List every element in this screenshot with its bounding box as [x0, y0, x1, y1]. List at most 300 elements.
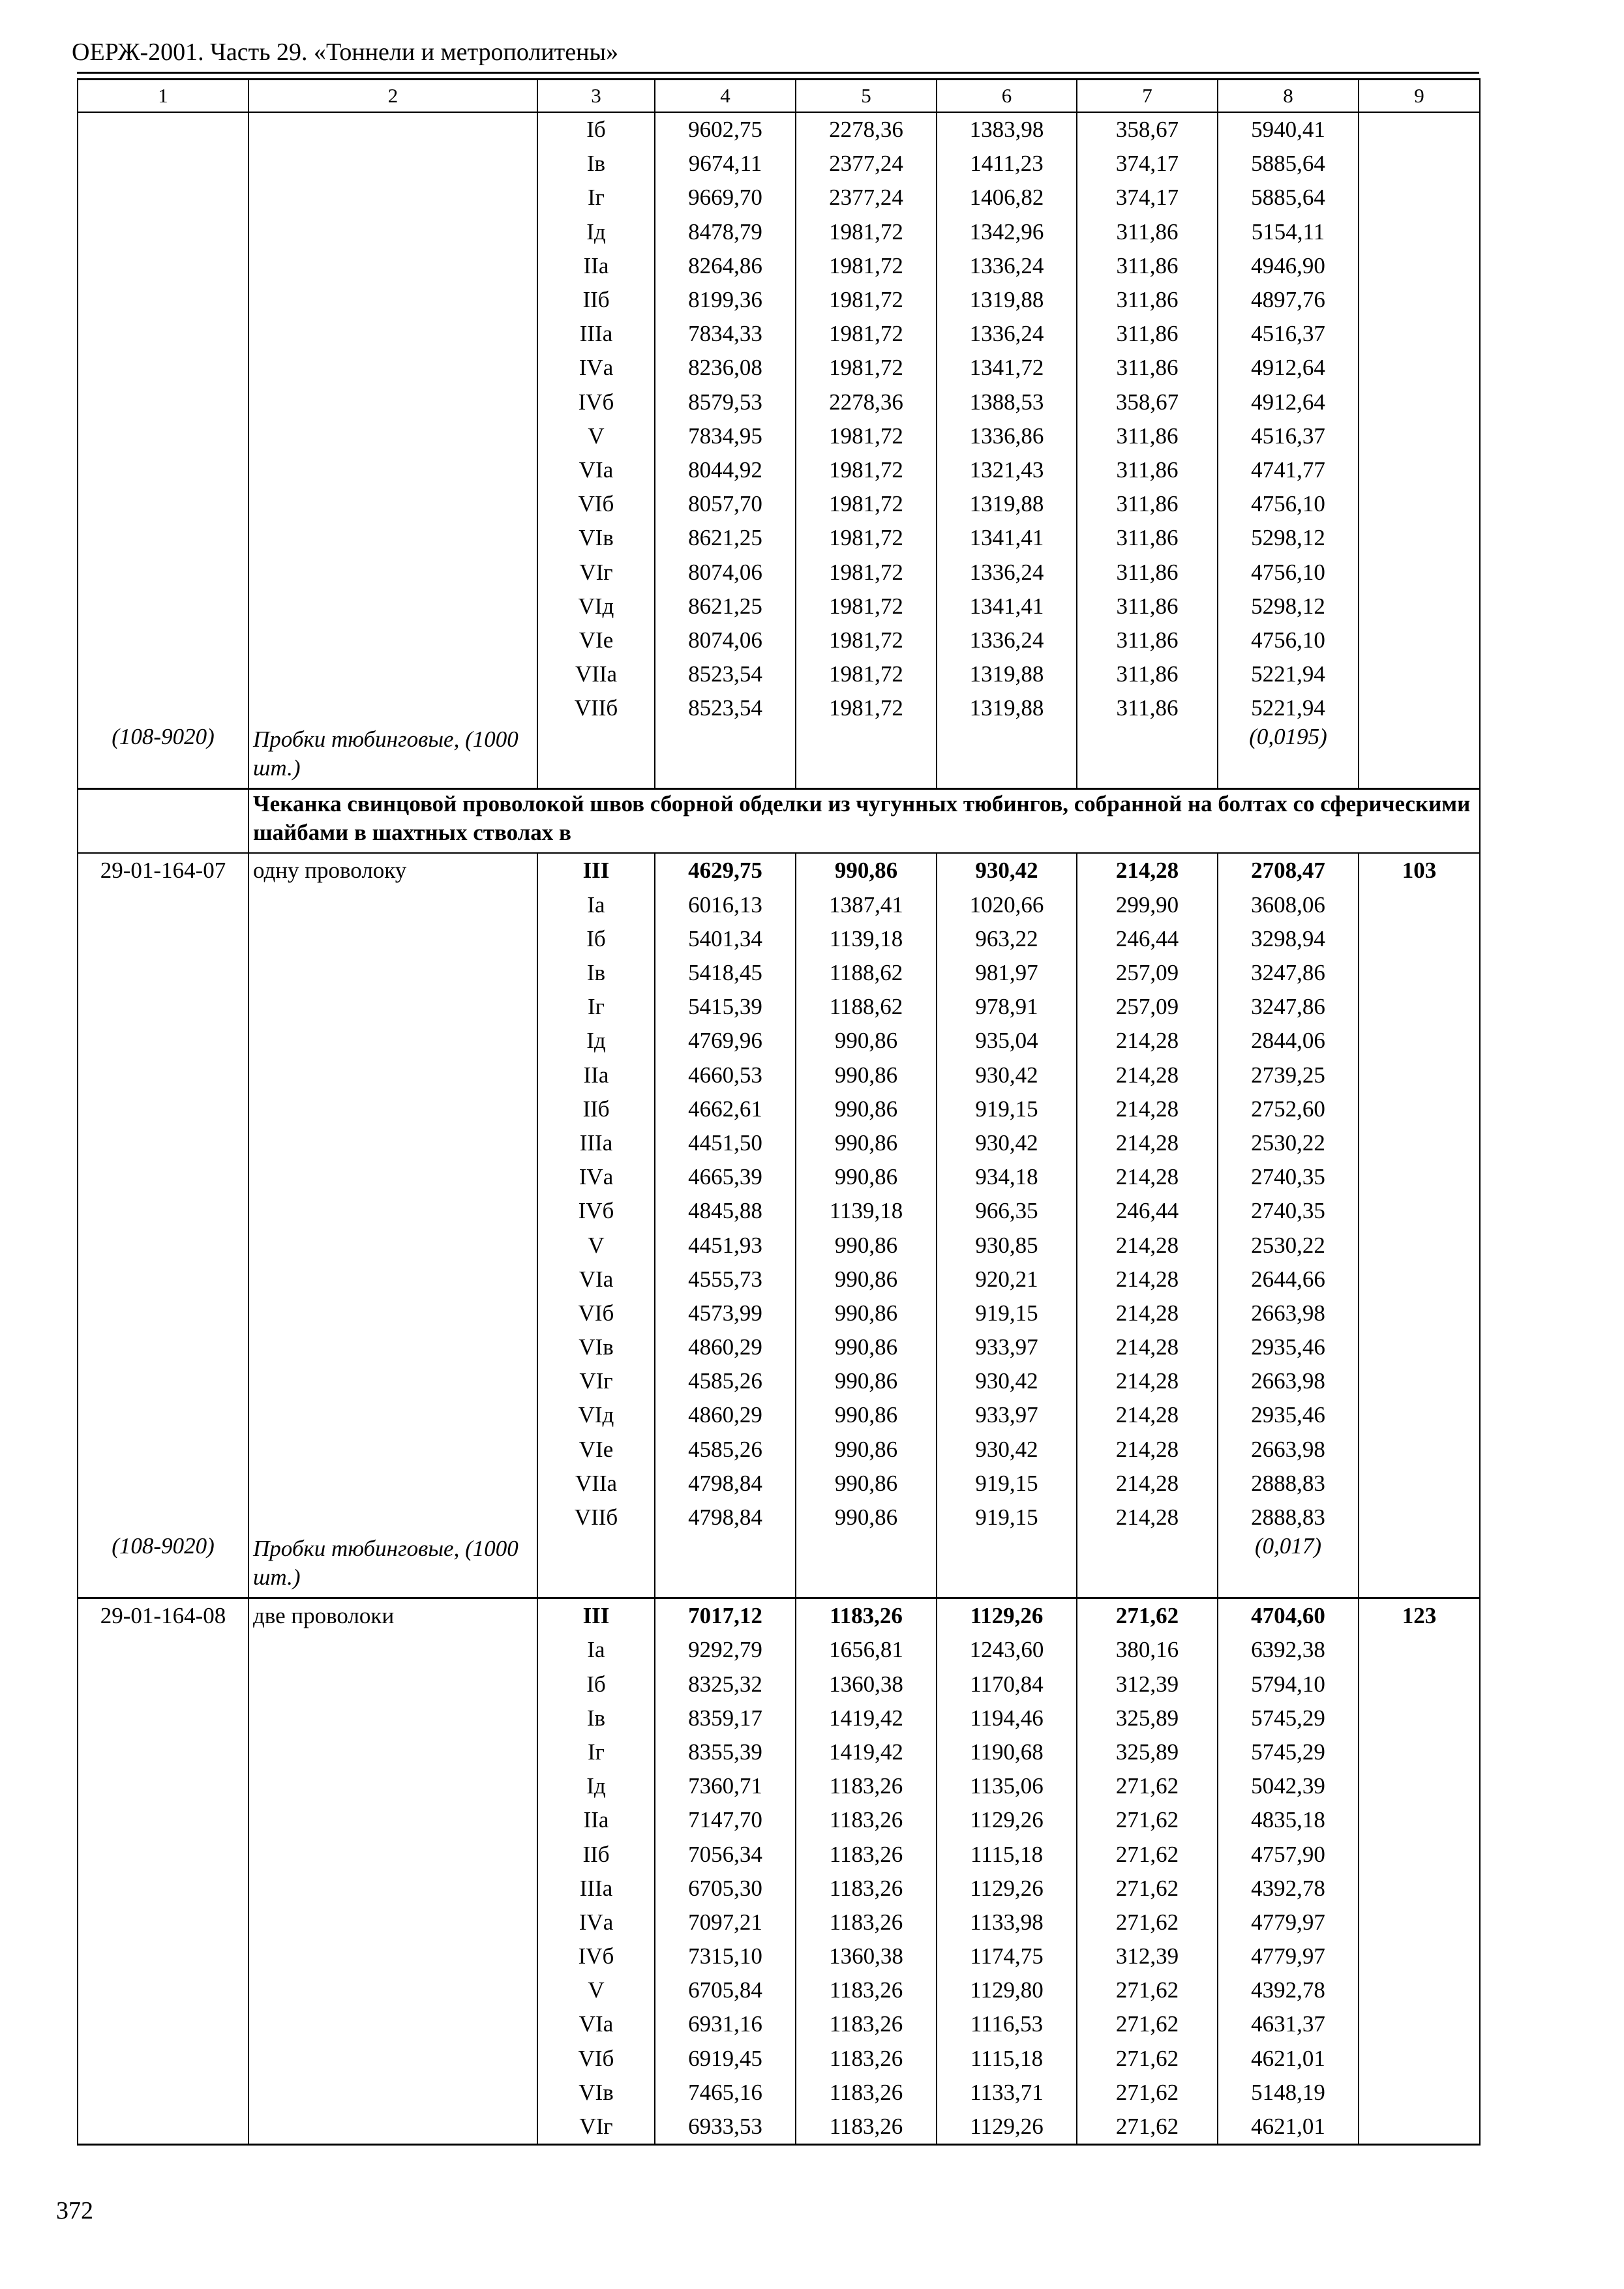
driver-wages-cell: 374,17 — [1077, 181, 1218, 215]
wages-cell: 990,86 — [796, 1433, 937, 1467]
material-row — [78, 1534, 1480, 1598]
driver-wages-cell: 271,62 — [1077, 1973, 1218, 2007]
table-row — [78, 1228, 1480, 1262]
material-row — [78, 725, 1480, 789]
table-row — [78, 1633, 1480, 1667]
total-cost-cell: 8236,08 — [655, 351, 796, 385]
table-row — [78, 1330, 1480, 1364]
table-row — [78, 1501, 1480, 1534]
zone-cell: Iа — [537, 888, 655, 922]
name-cell — [248, 419, 537, 453]
total-cost-cell: 4585,26 — [655, 1364, 796, 1398]
labor-cell — [1359, 1501, 1480, 1534]
labor-cell — [1359, 2110, 1480, 2145]
total-cost-cell: 8057,70 — [655, 487, 796, 521]
code-cell — [78, 1837, 248, 1871]
name-cell — [248, 1939, 537, 1973]
code-cell — [78, 2042, 248, 2076]
labor-cell — [1359, 1735, 1480, 1769]
empty-cell — [937, 1534, 1077, 1598]
wages-cell: 990,86 — [796, 1364, 937, 1398]
machines-cell: 930,42 — [937, 853, 1077, 888]
zone-cell: Iб — [537, 922, 655, 956]
code-cell — [78, 1803, 248, 1837]
code-cell — [78, 1126, 248, 1160]
wages-cell: 1183,26 — [796, 2110, 937, 2145]
labor-cell — [1359, 419, 1480, 453]
name-cell — [248, 351, 537, 385]
table-row — [78, 590, 1480, 623]
name-cell — [248, 1330, 537, 1364]
materials-cell: 2888,83 — [1218, 1501, 1359, 1534]
machines-cell: 1336,24 — [937, 623, 1077, 657]
name-cell — [248, 1296, 537, 1330]
labor-cell — [1359, 181, 1480, 215]
name-cell — [248, 181, 537, 215]
driver-wages-cell: 271,62 — [1077, 1872, 1218, 1906]
materials-cell: 4704,60 — [1218, 1598, 1359, 1634]
materials-cell: 4912,64 — [1218, 351, 1359, 385]
code-cell — [78, 1330, 248, 1364]
table-row — [78, 1467, 1480, 1501]
materials-cell: 4835,18 — [1218, 1803, 1359, 1837]
wages-cell: 1981,72 — [796, 487, 937, 521]
name-cell — [248, 453, 537, 487]
wages-cell: 990,86 — [796, 1467, 937, 1501]
driver-wages-cell: 214,28 — [1077, 1364, 1218, 1398]
total-cost-cell: 8325,32 — [655, 1668, 796, 1701]
name-cell — [248, 1872, 537, 1906]
table-row — [78, 487, 1480, 521]
name-cell — [248, 1364, 537, 1398]
code-cell — [78, 623, 248, 657]
wages-cell: 990,86 — [796, 1330, 937, 1364]
zone-cell: Iг — [537, 990, 655, 1024]
total-cost-cell: 4660,53 — [655, 1058, 796, 1092]
name-cell — [248, 2042, 537, 2076]
driver-wages-cell: 271,62 — [1077, 2076, 1218, 2110]
zone-cell: IIб — [537, 1092, 655, 1126]
wages-cell: 990,86 — [796, 1501, 937, 1534]
materials-cell: 2740,35 — [1218, 1160, 1359, 1194]
name-cell — [248, 1263, 537, 1296]
driver-wages-cell: 214,28 — [1077, 1160, 1218, 1194]
name-cell — [248, 1633, 537, 1667]
machines-cell: 1411,23 — [937, 147, 1077, 181]
wages-cell: 1981,72 — [796, 453, 937, 487]
machines-cell: 1319,88 — [937, 487, 1077, 521]
column-number: 1 — [78, 80, 248, 113]
name-cell — [248, 1126, 537, 1160]
zone-cell: VIг — [537, 555, 655, 589]
name-cell — [248, 1735, 537, 1769]
code-cell — [78, 1263, 248, 1296]
materials-cell: 4621,01 — [1218, 2042, 1359, 2076]
code-cell — [78, 1872, 248, 1906]
page-number: 372 — [56, 2197, 93, 2224]
name-cell — [248, 623, 537, 657]
zone-cell: VIб — [537, 1296, 655, 1330]
wages-cell: 1981,72 — [796, 555, 937, 589]
name-cell — [248, 249, 537, 283]
machines-cell: 1336,24 — [937, 249, 1077, 283]
machines-cell: 1129,80 — [937, 1973, 1077, 2007]
zone-cell: III — [537, 853, 655, 888]
machines-cell: 919,15 — [937, 1092, 1077, 1126]
wages-cell: 1183,26 — [796, 2076, 937, 2110]
name-cell — [248, 1092, 537, 1126]
code-cell — [78, 922, 248, 956]
code-cell — [78, 2007, 248, 2041]
wages-cell: 2377,24 — [796, 181, 937, 215]
labor-cell — [1359, 590, 1480, 623]
zone-cell: VIа — [537, 1263, 655, 1296]
column-number: 5 — [796, 80, 937, 113]
machines-cell: 1406,82 — [937, 181, 1077, 215]
driver-wages-cell: 325,89 — [1077, 1701, 1218, 1735]
wages-cell: 1183,26 — [796, 1973, 937, 2007]
labor-cell: 103 — [1359, 853, 1480, 888]
wages-cell: 1139,18 — [796, 922, 937, 956]
table-row — [78, 2042, 1480, 2076]
labor-cell — [1359, 1803, 1480, 1837]
table-row — [78, 1398, 1480, 1432]
header-rule — [77, 72, 1479, 74]
name-cell — [248, 555, 537, 589]
materials-cell: 5885,64 — [1218, 181, 1359, 215]
name-cell — [248, 1837, 537, 1871]
machines-cell: 1170,84 — [937, 1668, 1077, 1701]
driver-wages-cell: 271,62 — [1077, 2042, 1218, 2076]
materials-cell: 2739,25 — [1218, 1058, 1359, 1092]
name-cell — [248, 657, 537, 691]
total-cost-cell: 8199,36 — [655, 283, 796, 317]
machines-cell: 1388,53 — [937, 385, 1077, 419]
machines-cell: 1243,60 — [937, 1633, 1077, 1667]
wages-cell: 2278,36 — [796, 385, 937, 419]
code-cell — [78, 1160, 248, 1194]
total-cost-cell: 4798,84 — [655, 1501, 796, 1534]
total-cost-cell: 4451,50 — [655, 1126, 796, 1160]
driver-wages-cell: 311,86 — [1077, 215, 1218, 249]
total-cost-cell: 4585,26 — [655, 1433, 796, 1467]
labor-cell — [1359, 1160, 1480, 1194]
name-cell — [248, 2110, 537, 2145]
code-cell — [78, 1364, 248, 1398]
empty-cell — [537, 725, 655, 789]
zone-cell: III — [537, 1598, 655, 1634]
wages-cell: 1183,26 — [796, 1837, 937, 1871]
total-cost-cell: 7097,21 — [655, 1906, 796, 1939]
total-cost-cell: 4860,29 — [655, 1330, 796, 1364]
code-cell — [78, 181, 248, 215]
name-cell — [248, 112, 537, 147]
table-row — [78, 1058, 1480, 1092]
wages-cell: 990,86 — [796, 1024, 937, 1058]
name-cell — [248, 1058, 537, 1092]
zone-cell: V — [537, 1228, 655, 1262]
code-cell — [78, 1433, 248, 1467]
materials-cell: 5221,94 — [1218, 657, 1359, 691]
materials-cell: 5298,12 — [1218, 590, 1359, 623]
driver-wages-cell: 311,86 — [1077, 317, 1218, 351]
total-cost-cell: 8074,06 — [655, 555, 796, 589]
name-cell — [248, 385, 537, 419]
total-cost-cell: 6705,30 — [655, 1872, 796, 1906]
zone-cell: IVа — [537, 1160, 655, 1194]
total-cost-cell: 6016,13 — [655, 888, 796, 922]
name-cell — [248, 956, 537, 990]
code-cell — [78, 590, 248, 623]
column-number: 7 — [1077, 80, 1218, 113]
driver-wages-cell: 214,28 — [1077, 1228, 1218, 1262]
machines-cell: 1133,98 — [937, 1906, 1077, 1939]
materials-cell: 6392,38 — [1218, 1633, 1359, 1667]
materials-cell: 3608,06 — [1218, 888, 1359, 922]
zone-cell: V — [537, 419, 655, 453]
table-row — [78, 922, 1480, 956]
total-cost-cell: 6931,16 — [655, 2007, 796, 2041]
zone-cell: VIб — [537, 2042, 655, 2076]
empty-cell — [537, 1534, 655, 1598]
wages-cell: 990,86 — [796, 1058, 937, 1092]
code-cell — [78, 453, 248, 487]
machines-cell: 981,97 — [937, 956, 1077, 990]
labor-cell — [1359, 1701, 1480, 1735]
table-row — [78, 1939, 1480, 1973]
name-cell — [248, 521, 537, 555]
materials-cell: 3247,86 — [1218, 956, 1359, 990]
driver-wages-cell: 214,28 — [1077, 1433, 1218, 1467]
driver-wages-cell: 257,09 — [1077, 956, 1218, 990]
wages-cell: 990,86 — [796, 1296, 937, 1330]
total-cost-cell: 5418,45 — [655, 956, 796, 990]
code-cell — [78, 283, 248, 317]
code-cell — [78, 2076, 248, 2110]
code-cell — [78, 691, 248, 725]
name-cell — [248, 1160, 537, 1194]
wages-cell: 1981,72 — [796, 691, 937, 725]
empty-cell — [1077, 1534, 1218, 1598]
wages-cell: 990,86 — [796, 1126, 937, 1160]
table-row — [78, 283, 1480, 317]
materials-cell: 2663,98 — [1218, 1296, 1359, 1330]
machines-cell: 1336,86 — [937, 419, 1077, 453]
machines-cell: 1116,53 — [937, 2007, 1077, 2041]
wages-cell: 1981,72 — [796, 215, 937, 249]
driver-wages-cell: 311,86 — [1077, 590, 1218, 623]
name-cell — [248, 691, 537, 725]
empty-cell — [937, 725, 1077, 789]
name-cell — [248, 888, 537, 922]
empty-cell — [796, 1534, 937, 1598]
name-cell — [248, 1803, 537, 1837]
name-cell — [248, 1194, 537, 1228]
code-cell — [78, 956, 248, 990]
wages-cell: 1360,38 — [796, 1668, 937, 1701]
materials-cell: 2935,46 — [1218, 1398, 1359, 1432]
name-cell — [248, 1398, 537, 1432]
materials-cell: 4946,90 — [1218, 249, 1359, 283]
machines-cell: 1174,75 — [937, 1939, 1077, 1973]
wages-cell: 1981,72 — [796, 283, 937, 317]
name-cell — [248, 1501, 537, 1534]
labor-cell — [1359, 1296, 1480, 1330]
machines-cell: 963,22 — [937, 922, 1077, 956]
total-cost-cell: 8044,92 — [655, 453, 796, 487]
page-header: ОЕРЖ-2001. Часть 29. «Тоннели и метрополитены» — [72, 38, 619, 66]
zone-cell: IVб — [537, 1194, 655, 1228]
name-cell — [248, 1467, 537, 1501]
driver-wages-cell: 271,62 — [1077, 2007, 1218, 2041]
total-cost-cell: 8264,86 — [655, 249, 796, 283]
empty-cell — [655, 1534, 796, 1598]
code-cell — [78, 555, 248, 589]
rates-table — [77, 78, 1481, 2146]
materials-cell: 5154,11 — [1218, 215, 1359, 249]
machines-cell: 1321,43 — [937, 453, 1077, 487]
machines-cell: 1115,18 — [937, 1837, 1077, 1871]
machines-cell: 1319,88 — [937, 283, 1077, 317]
machines-cell: 920,21 — [937, 1263, 1077, 1296]
section-title: Чеканка свинцовой проволокой швов сборной обделки из чугунных тюбингов, собранной на болтах со сферическими шайбами в шахтных стволах в — [248, 789, 1480, 854]
driver-wages-cell: 299,90 — [1077, 888, 1218, 922]
wages-cell: 1981,72 — [796, 351, 937, 385]
table-row — [78, 181, 1480, 215]
table-row — [78, 1433, 1480, 1467]
materials-cell: 2708,47 — [1218, 853, 1359, 888]
total-cost-cell: 5415,39 — [655, 990, 796, 1024]
table-row — [78, 1092, 1480, 1126]
zone-cell: VIб — [537, 487, 655, 521]
materials-cell: 4897,76 — [1218, 283, 1359, 317]
zone-cell: VIв — [537, 2076, 655, 2110]
code-cell — [78, 147, 248, 181]
table-row — [78, 419, 1480, 453]
machines-cell: 919,15 — [937, 1296, 1077, 1330]
code-cell — [78, 1735, 248, 1769]
total-cost-cell: 7360,71 — [655, 1769, 796, 1803]
materials-cell: 5298,12 — [1218, 521, 1359, 555]
column-number: 3 — [537, 80, 655, 113]
material-name: Пробки тюбинговые, (1000 шт.) — [248, 1534, 537, 1598]
empty-cell — [1359, 725, 1480, 789]
total-cost-cell: 8621,25 — [655, 590, 796, 623]
labor-cell — [1359, 1433, 1480, 1467]
labor-cell — [1359, 1769, 1480, 1803]
driver-wages-cell: 312,39 — [1077, 1939, 1218, 1973]
code-cell: 29-01-164-07 — [78, 853, 248, 888]
table-row — [78, 990, 1480, 1024]
driver-wages-cell: 311,86 — [1077, 691, 1218, 725]
zone-cell: IIб — [537, 1837, 655, 1871]
table-row — [78, 555, 1480, 589]
materials-cell: 3298,94 — [1218, 922, 1359, 956]
total-cost-cell: 7465,16 — [655, 2076, 796, 2110]
driver-wages-cell: 311,86 — [1077, 521, 1218, 555]
table-row — [78, 1598, 1480, 1634]
driver-wages-cell: 311,86 — [1077, 623, 1218, 657]
zone-cell: VIд — [537, 1398, 655, 1432]
total-cost-cell: 7834,33 — [655, 317, 796, 351]
name-cell — [248, 487, 537, 521]
column-number: 4 — [655, 80, 796, 113]
materials-cell: 2752,60 — [1218, 1092, 1359, 1126]
name-cell — [248, 317, 537, 351]
wages-cell: 1981,72 — [796, 590, 937, 623]
materials-cell: 4779,97 — [1218, 1939, 1359, 1973]
code-cell — [78, 1501, 248, 1534]
wages-cell: 1183,26 — [796, 2007, 937, 2041]
table-row — [78, 1973, 1480, 2007]
machines-cell: 930,42 — [937, 1126, 1077, 1160]
wages-cell: 1981,72 — [796, 521, 937, 555]
materials-cell: 4779,97 — [1218, 1906, 1359, 1939]
code-cell — [78, 1769, 248, 1803]
total-cost-cell: 9292,79 — [655, 1633, 796, 1667]
zone-cell: VIIб — [537, 1501, 655, 1534]
code-cell — [78, 657, 248, 691]
driver-wages-cell: 214,28 — [1077, 1467, 1218, 1501]
wages-cell: 990,86 — [796, 1092, 937, 1126]
labor-cell — [1359, 1939, 1480, 1973]
table-row — [78, 1024, 1480, 1058]
table-row — [78, 453, 1480, 487]
materials-cell: 5042,39 — [1218, 1769, 1359, 1803]
labor-cell — [1359, 1668, 1480, 1701]
column-number: 6 — [937, 80, 1077, 113]
zone-cell: VIIб — [537, 691, 655, 725]
driver-wages-cell: 271,62 — [1077, 1769, 1218, 1803]
zone-cell: VIе — [537, 623, 655, 657]
wages-cell: 1183,26 — [796, 1803, 937, 1837]
table-row — [78, 1296, 1480, 1330]
name-cell — [248, 283, 537, 317]
labor-cell — [1359, 1330, 1480, 1364]
wages-cell: 1183,26 — [796, 1598, 937, 1634]
labor-cell — [1359, 1126, 1480, 1160]
name-cell — [248, 922, 537, 956]
zone-cell: VIг — [537, 2110, 655, 2145]
total-cost-cell: 4769,96 — [655, 1024, 796, 1058]
driver-wages-cell: 311,86 — [1077, 283, 1218, 317]
materials-cell: 2740,35 — [1218, 1194, 1359, 1228]
labor-cell — [1359, 1973, 1480, 2007]
materials-cell: 5745,29 — [1218, 1735, 1359, 1769]
material-qty: (0,017) — [1218, 1534, 1359, 1598]
table-row — [78, 1194, 1480, 1228]
table-row — [78, 147, 1480, 181]
materials-cell: 2844,06 — [1218, 1024, 1359, 1058]
column-number: 8 — [1218, 80, 1359, 113]
machines-cell: 1341,72 — [937, 351, 1077, 385]
code-cell — [78, 1398, 248, 1432]
wages-cell: 1981,72 — [796, 657, 937, 691]
materials-cell: 5794,10 — [1218, 1668, 1359, 1701]
machines-cell: 978,91 — [937, 990, 1077, 1024]
code-cell — [78, 487, 248, 521]
materials-cell: 2663,98 — [1218, 1433, 1359, 1467]
labor-cell — [1359, 888, 1480, 922]
total-cost-cell: 8074,06 — [655, 623, 796, 657]
labor-cell — [1359, 990, 1480, 1024]
table-row — [78, 1803, 1480, 1837]
labor-cell — [1359, 623, 1480, 657]
labor-cell — [1359, 1467, 1480, 1501]
table-row — [78, 1769, 1480, 1803]
machines-cell: 1020,66 — [937, 888, 1077, 922]
code-cell — [78, 1701, 248, 1735]
